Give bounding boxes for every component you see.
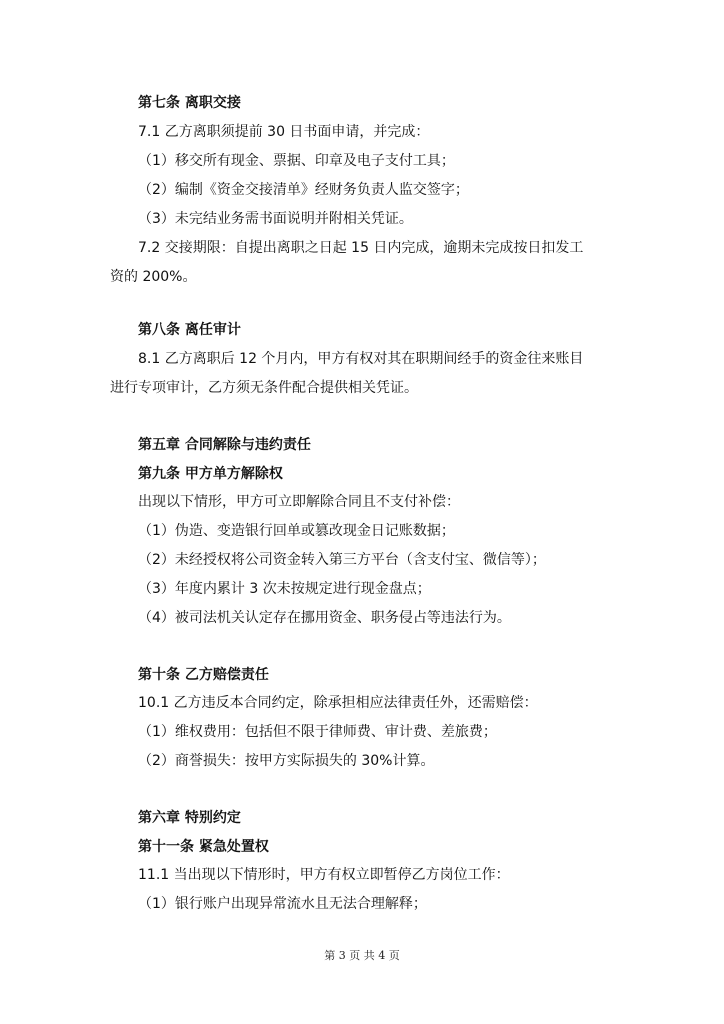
chapter-6-heading: 第六章 特别约定 xyxy=(138,810,241,826)
chapter-5-heading: 第五章 合同解除与违约责任 xyxy=(138,437,311,453)
article-7-item-2: （2）编制《资金交接清单》经财务负责人监交签字； xyxy=(138,182,469,198)
article-11-1-text: 11.1 当出现以下情形时，甲方有权立即暂停乙方岗位工作： xyxy=(138,867,510,883)
article-9-item-2: （2）未经授权将公司资金转入第三方平台（含支付宝、微信等）； xyxy=(138,552,546,568)
article-7-item-1: （1）移交所有现金、票据、印章及电子支付工具； xyxy=(138,153,455,169)
article-9-heading: 第九条 甲方单方解除权 xyxy=(138,466,283,482)
article-9-item-4: （4）被司法机关认定存在挪用资金、职务侵占等违法行为。 xyxy=(138,610,511,626)
article-10-heading: 第十条 乙方赔偿责任 xyxy=(138,667,269,683)
article-7-1-text: 7.1 乙方离职须提前 30 日书面申请，并完成： xyxy=(138,124,430,140)
article-9-item-1: （1）伪造、变造银行回单或篡改现金日记账数据； xyxy=(138,523,455,539)
article-8-heading: 第八条 离任审计 xyxy=(138,322,241,338)
article-9-intro: 出现以下情形，甲方可立即解除合同且不支付补偿： xyxy=(138,494,460,510)
article-7-2-text: 7.2 交接期限：自提出离职之日起 15 日内完成，逾期未完成按日扣发工资的 200%。 xyxy=(110,240,584,285)
article-10-1-text: 10.1 乙方违反本合同约定，除承担相应法律责任外，还需赔偿： xyxy=(138,695,538,711)
page-number-footer: 第 3 页 共 4 页 xyxy=(324,949,400,962)
article-7-item-3: （3）未完结业务需书面说明并附相关凭证。 xyxy=(138,211,413,227)
article-11-heading: 第十一条 紧急处置权 xyxy=(138,839,269,855)
article-7-heading: 第七条 离职交接 xyxy=(138,95,241,111)
article-9-item-3: （3）年度内累计 3 次未按规定进行现金盘点； xyxy=(138,581,431,597)
article-10-item-2: （2）商誉损失：按甲方实际损失的 30%计算。 xyxy=(138,753,435,769)
article-8-1-text: 8.1 乙方离职后 12 个月内，甲方有权对其在职期间经手的资金往来账目进行专项审计，乙方须无条件配合提供相关凭证。 xyxy=(110,351,584,396)
article-11-item-1: （1）银行账户出现异常流水且无法合理解释； xyxy=(138,896,427,912)
article-10-item-1: （1）维权费用：包括但不限于律师费、审计费、差旅费； xyxy=(138,724,497,740)
